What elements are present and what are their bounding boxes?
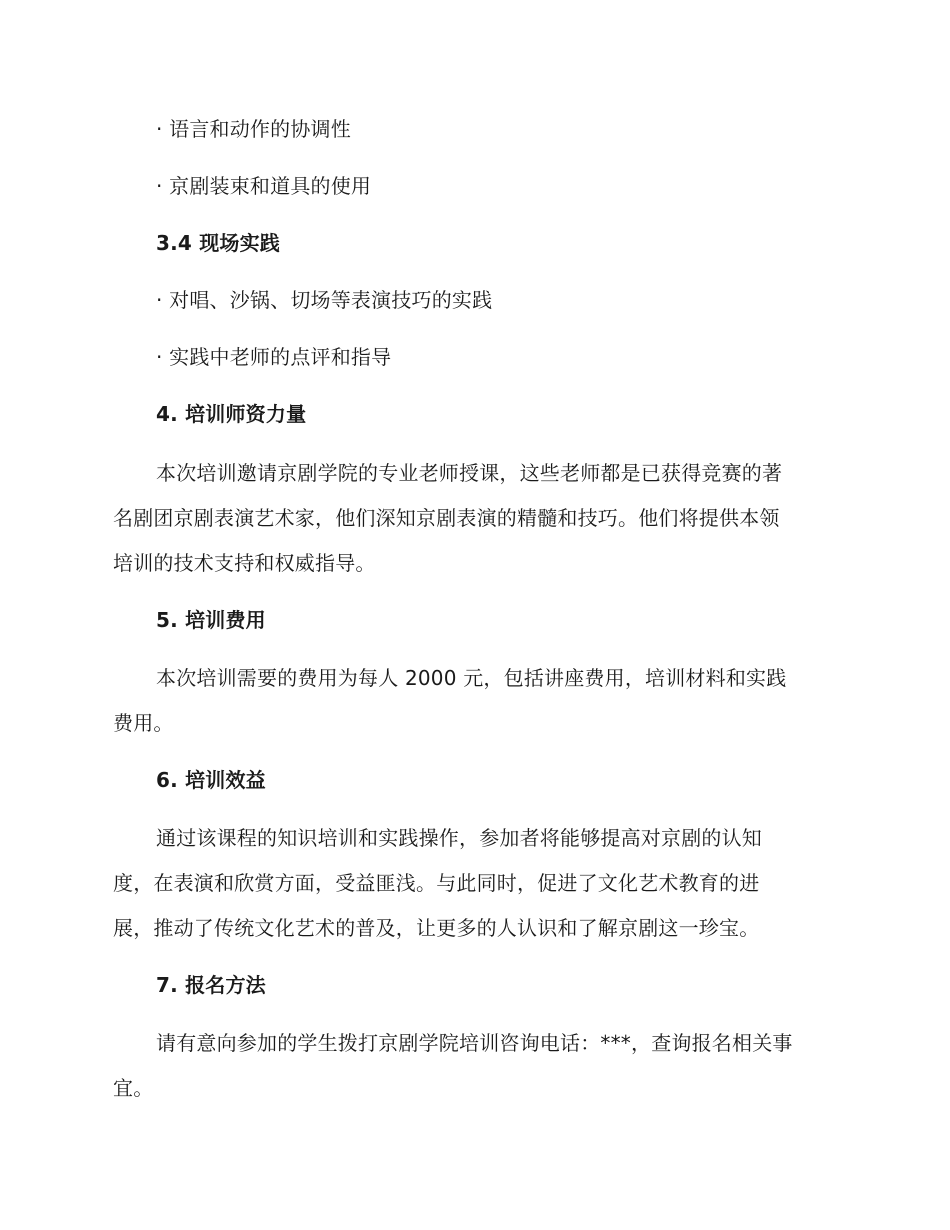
paragraph-line: 本次培训邀请京剧学院的专业老师授课，这些老师都是已获得竞赛的著 (156, 461, 783, 485)
paragraph-line: 请有意向参加的学生拨打京剧学院培训咨询电话：***，查询报名相关事 (156, 1031, 793, 1055)
paragraph-line: 宜。 (113, 1076, 154, 1100)
paragraph-line: 度，在表演和欣赏方面，受益匪浅。与此同时，促进了文化艺术教育的进 (113, 871, 760, 895)
section-heading: 7. 报名方法 (156, 973, 266, 997)
bullet-item: · 对唱、沙锅、切场等表演技巧的实践 (156, 288, 493, 312)
bullet-item: · 语言和动作的协调性 (156, 117, 351, 141)
paragraph-line: 通过该课程的知识培训和实践操作，参加者将能够提高对京剧的认知 (156, 826, 762, 850)
bullet-item: · 京剧装束和道具的使用 (156, 174, 372, 198)
paragraph-line: 本次培训需要的费用为每人 2000 元，包括讲座费用，培训材料和实践 (156, 666, 787, 690)
section-heading: 6. 培训效益 (156, 768, 266, 792)
section-heading: 5. 培训费用 (156, 608, 266, 632)
section-heading: 4. 培训师资力量 (156, 402, 307, 426)
paragraph-line: 培训的技术支持和权威指导。 (113, 551, 376, 575)
paragraph-line: 费用。 (113, 711, 174, 735)
section-heading: 3.4 现场实践 (156, 231, 280, 255)
paragraph-line: 名剧团京剧表演艺术家，他们深知京剧表演的精髓和技巧。他们将提供本领 (113, 506, 780, 530)
paragraph-line: 展，推动了传统文化艺术的普及，让更多的人认识和了解京剧这一珍宝。 (113, 916, 760, 940)
bullet-item: · 实践中老师的点评和指导 (156, 345, 392, 369)
